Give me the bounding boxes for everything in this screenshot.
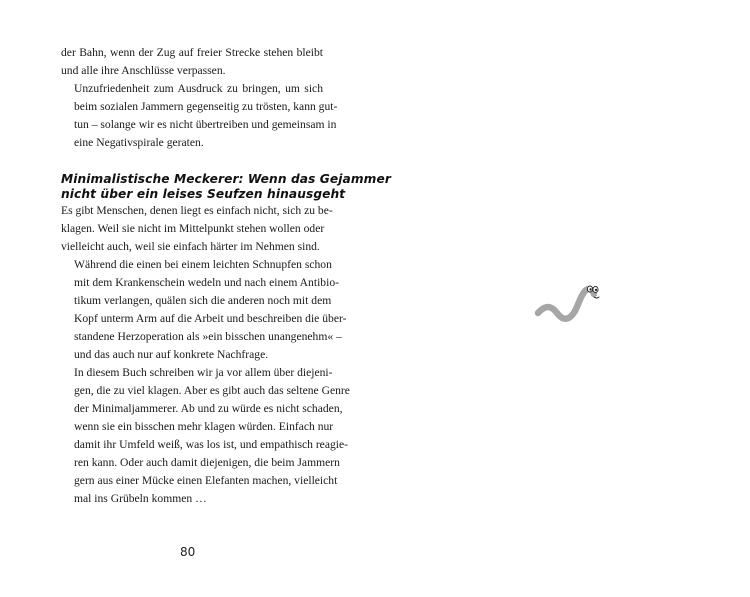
worm-body bbox=[538, 289, 594, 318]
text-line: tun – solange wir es nicht übertreiben und gemeinsam in bbox=[74, 118, 337, 131]
text-line: Es gibt Menschen, denen liegt es einfach nicht, sich zu be- bbox=[61, 204, 333, 217]
text-line: In diesem Buch schreiben wir ja vor allem über diejeni- bbox=[74, 366, 333, 379]
worm-mouth bbox=[594, 297, 599, 298]
text-line: mit dem Krankenschein wedeln und nach einem Antibio- bbox=[74, 276, 339, 289]
text-line: und das auch nur auf konkrete Nachfrage. bbox=[74, 348, 269, 361]
text-line: gen, die zu viel klagen. Aber es gibt auch das seltene Genre bbox=[74, 384, 350, 397]
left-page bbox=[61, 44, 391, 508]
text-line: wenn sie ein bisschen mehr klagen würden. Einfach nur bbox=[74, 420, 334, 433]
paragraph-1 bbox=[61, 44, 323, 80]
page-number: 80 bbox=[180, 545, 196, 559]
section-heading bbox=[61, 172, 391, 202]
worm-pupil-left bbox=[590, 288, 592, 290]
heading-line: Minimalistische Meckerer: Wenn das Gejammer bbox=[61, 172, 391, 186]
text-line: der Bahn, wenn der Zug auf freier Strecke stehen bleibt bbox=[61, 46, 323, 59]
text-line: klagen. Weil sie nicht im Mittelpunkt stehen wollen oder bbox=[61, 222, 325, 235]
text-line: mal ins Grübeln kommen … bbox=[74, 492, 207, 505]
text-line: gern aus einer Mücke einen Elefanten machen, vielleicht bbox=[74, 474, 338, 487]
text-line: Unzufriedenheit zum Ausdruck zu bringen, um sich bbox=[74, 82, 323, 95]
text-line: tikum verlangen, quälen sich die anderen noch mit dem bbox=[74, 294, 332, 307]
text-line: vielleicht auch, weil sie einfach härter im Nehmen sind. bbox=[61, 240, 320, 253]
worm-icon bbox=[533, 283, 605, 325]
text-line: der Minimaljammerer. Ab und zu würde es nicht schaden, bbox=[74, 402, 343, 415]
heading-line: nicht über ein leises Seufzen hinausgeht bbox=[61, 187, 346, 201]
paragraph-2 bbox=[61, 80, 338, 152]
text-line: und alle ihre Anschlüsse verpassen. bbox=[61, 64, 226, 77]
text-line: Kopf unterm Arm auf die Arbeit und beschreiben die über- bbox=[74, 312, 347, 325]
paragraph-5 bbox=[61, 364, 350, 508]
worm-pupil-right bbox=[595, 289, 597, 291]
text-line: beim sozialen Jammern gegenseitig zu trösten, kann gut- bbox=[74, 100, 338, 113]
text-line: damit ihr Umfeld weiß, was los ist, und empathisch reagie- bbox=[74, 438, 348, 451]
paragraph-3 bbox=[61, 202, 333, 256]
text-line: Während die einen bei einem leichten Schnupfen schon bbox=[74, 258, 332, 271]
text-line: standene Herzoperation als »ein bisschen unangenehm« – bbox=[74, 330, 342, 343]
text-line: ren kann. Oder auch damit diejenigen, die beim Jammern bbox=[74, 456, 340, 469]
paragraph-4 bbox=[61, 256, 347, 364]
text-line: eine Negativspirale geraten. bbox=[74, 136, 204, 149]
